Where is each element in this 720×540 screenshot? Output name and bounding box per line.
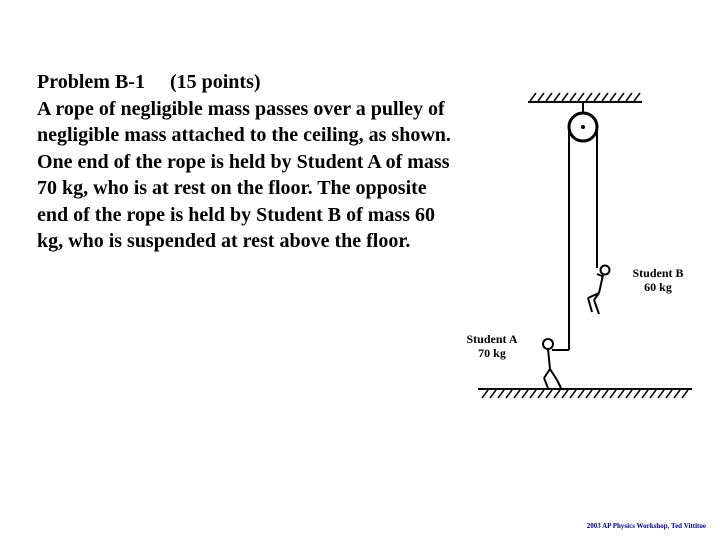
student-b-mass: 60 kg <box>644 280 672 294</box>
student-b-label <box>618 266 698 294</box>
pulley-axle <box>581 125 585 129</box>
ceiling-hatching <box>530 93 640 101</box>
student-b-figure <box>588 266 610 315</box>
student-a-figure <box>543 339 569 388</box>
footer-credit: 2003 AP Physics Workshop, Ted Vittitoe <box>586 522 706 530</box>
problem-title: Problem B-1 (15 points) <box>37 71 261 93</box>
student-a-mass: 70 kg <box>478 346 506 360</box>
problem-body: A rope of negligible mass passes over a pulley of negligible mass attached to the ceiling, as shown. One end of the rope is held by Student A of mass 70 kg, who is at rest on the floor. The opposite end of the rope is held by Student B of mass 60 kg, who is suspended at rest above the floor. <box>37 97 451 252</box>
student-a-name: Student A <box>466 332 518 346</box>
floor-hatching <box>482 390 688 398</box>
student-b-name: Student B <box>632 266 684 280</box>
student-a-label <box>452 332 532 360</box>
